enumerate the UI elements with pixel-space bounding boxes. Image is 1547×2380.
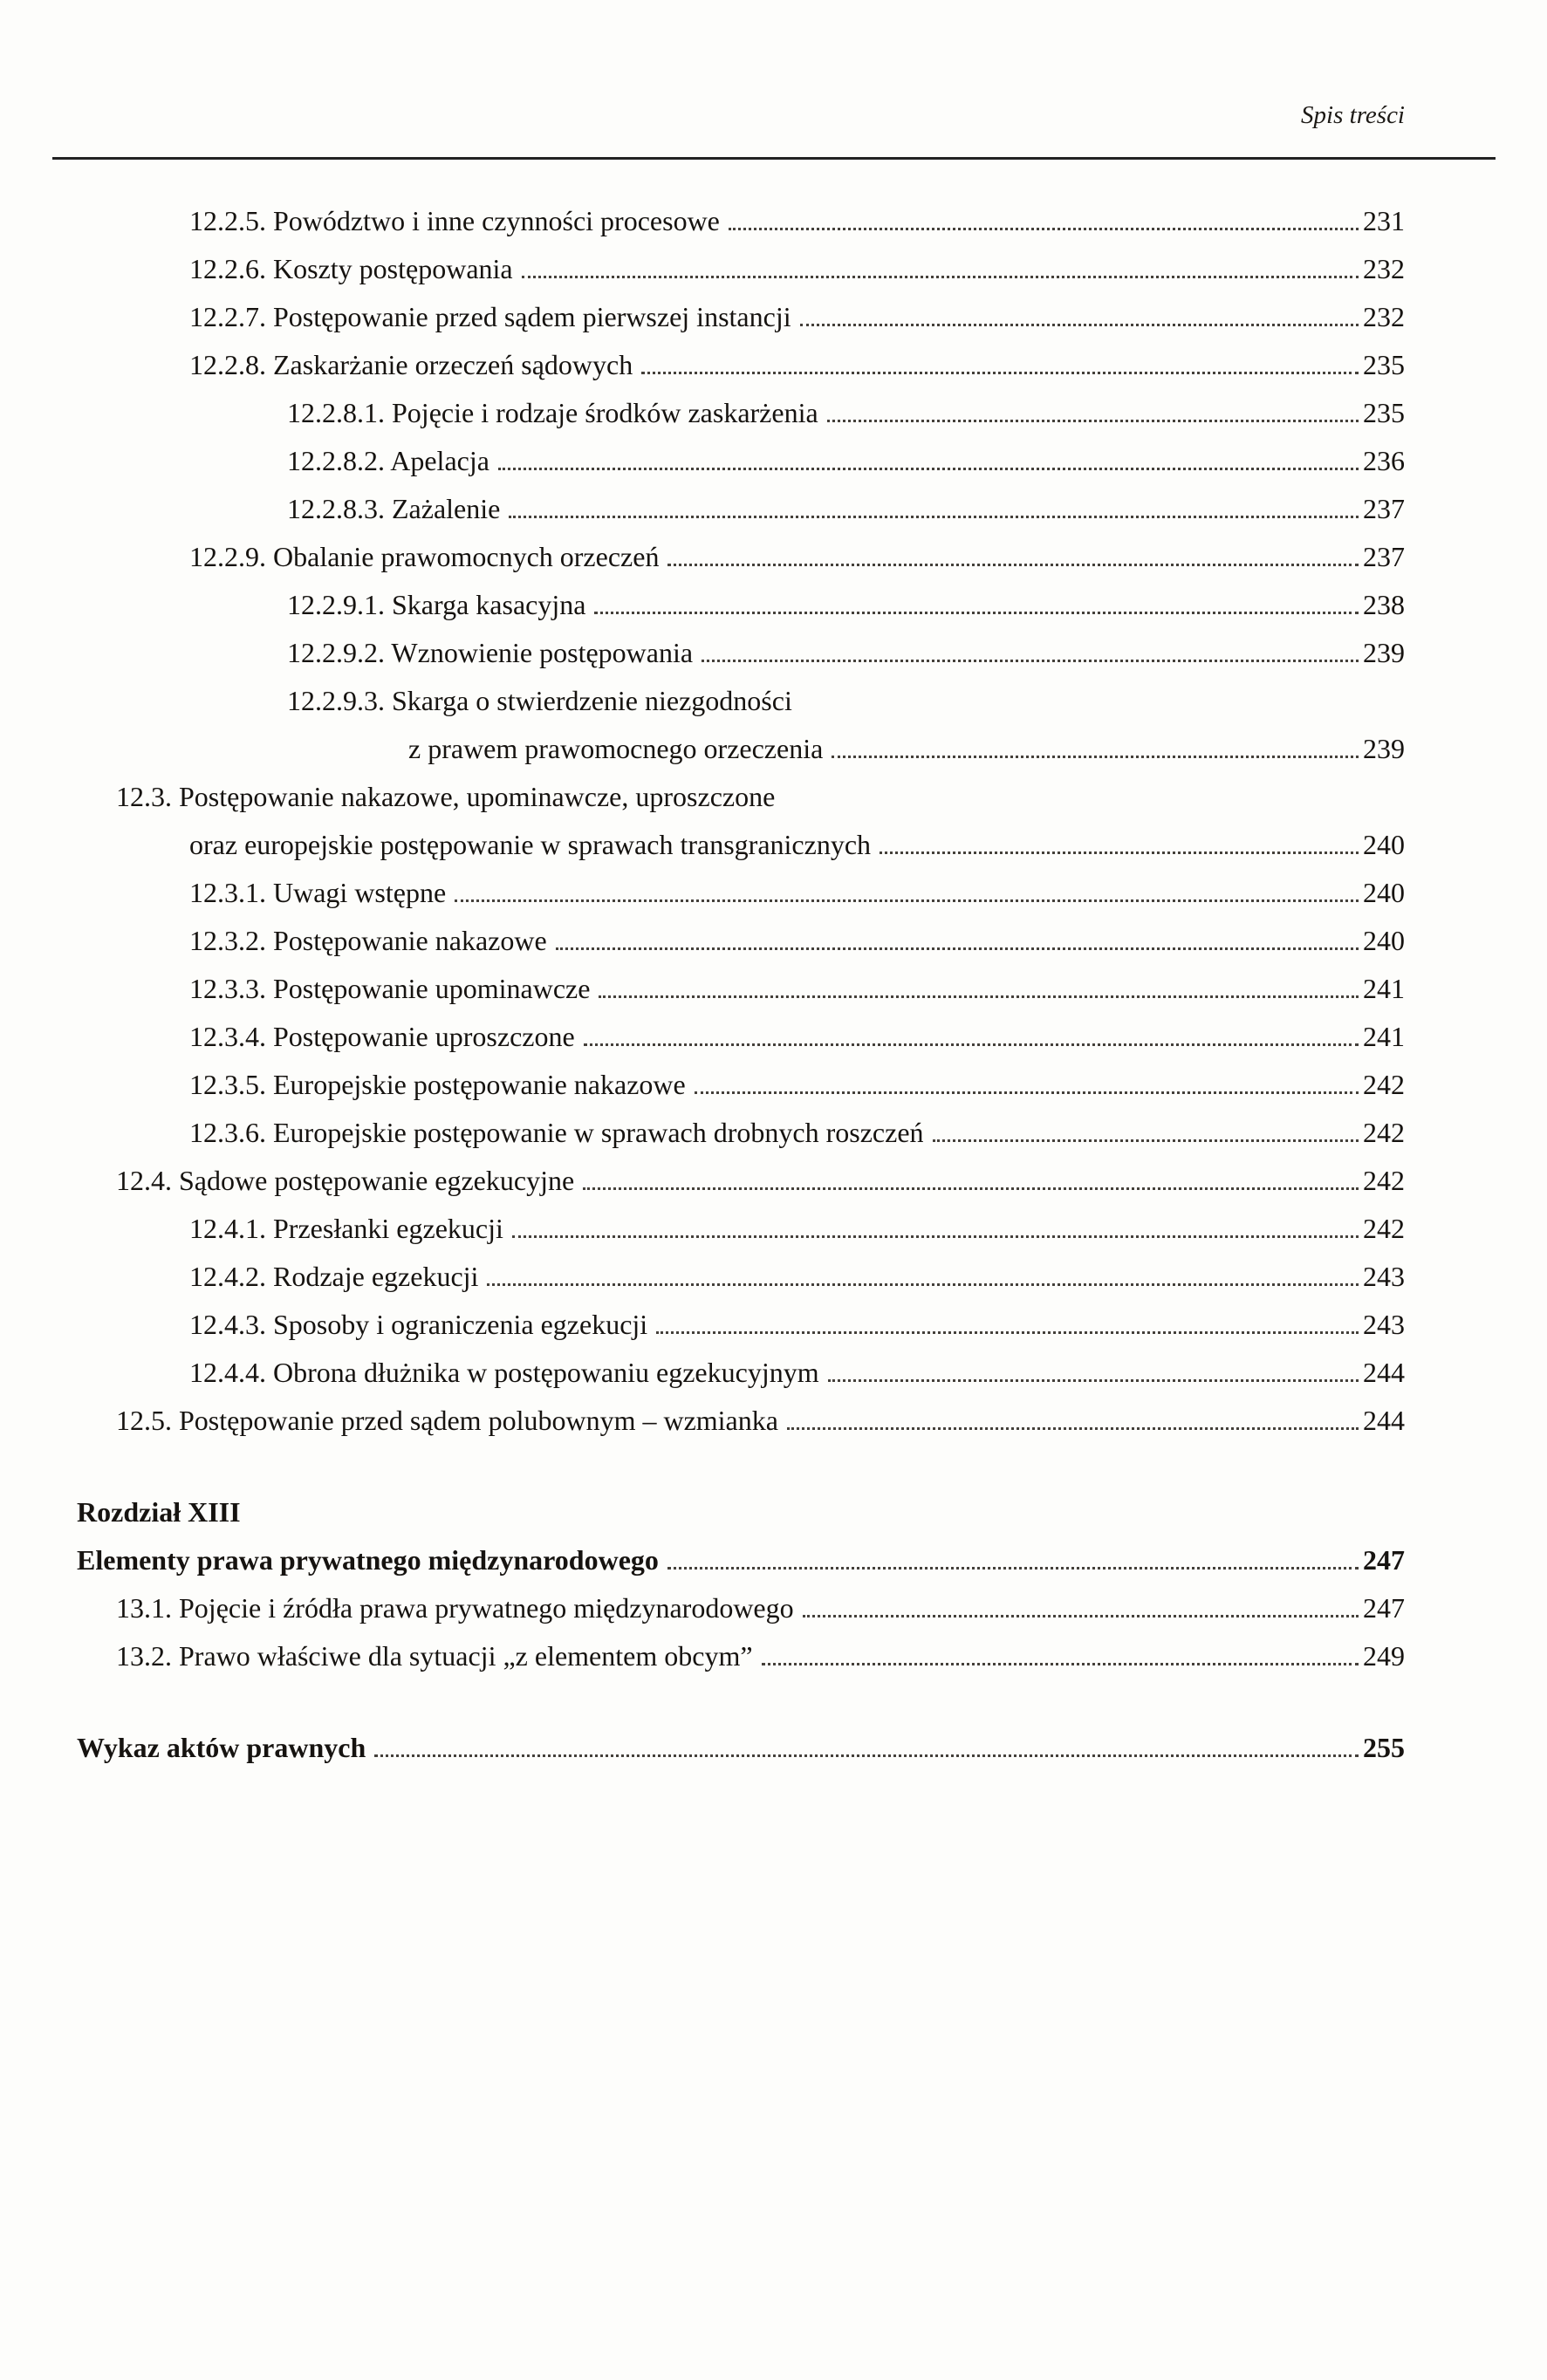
toc-entry-text: 12.2.8. Zaskarżanie orzeczeń sądowych bbox=[189, 349, 633, 380]
toc-entry-page: 240 bbox=[1363, 829, 1405, 860]
dot-leader bbox=[695, 1091, 1359, 1094]
toc-entry-text: oraz europejskie postępowanie w sprawach transgranicznych bbox=[189, 829, 872, 860]
running-header bbox=[0, 101, 1405, 130]
dot-leader bbox=[556, 947, 1359, 950]
toc-entry bbox=[0, 1488, 1547, 1536]
toc-entry-text: 12.4.3. Sposoby i ograniczenia egzekucji bbox=[189, 1309, 648, 1340]
toc-entry-page: 255 bbox=[1363, 1732, 1405, 1763]
toc-entry bbox=[0, 485, 1547, 533]
toc-entry-text: 13.2. Prawo właściwe dla sytuacji „z elementem obcym” bbox=[116, 1640, 753, 1672]
dot-leader bbox=[455, 899, 1359, 902]
toc-entry bbox=[0, 1205, 1547, 1253]
dot-leader bbox=[584, 1043, 1359, 1046]
dot-leader bbox=[599, 995, 1359, 998]
toc-entry-page: 242 bbox=[1363, 1069, 1405, 1100]
toc-entry-page: 247 bbox=[1363, 1592, 1405, 1624]
toc-entry bbox=[0, 1013, 1547, 1061]
toc-entry-page: 241 bbox=[1363, 1021, 1405, 1052]
toc-entry-text: 12.2.8.3. Zażalenie bbox=[287, 493, 501, 524]
dot-leader bbox=[880, 851, 1359, 854]
toc-entry-page: 243 bbox=[1363, 1309, 1405, 1340]
toc-entry bbox=[0, 869, 1547, 917]
toc-entry-text: 12.5. Postępowanie przed sądem polubownym – wzmianka bbox=[116, 1405, 778, 1436]
dot-leader bbox=[827, 420, 1359, 422]
toc-entry-page: 238 bbox=[1363, 589, 1405, 620]
dot-leader bbox=[787, 1427, 1359, 1430]
toc-entry bbox=[0, 1632, 1547, 1680]
dot-leader bbox=[583, 1187, 1359, 1190]
toc-entry bbox=[0, 821, 1547, 869]
toc-entry bbox=[0, 629, 1547, 677]
dot-leader bbox=[702, 660, 1359, 662]
toc-entry bbox=[0, 1536, 1547, 1584]
dot-leader bbox=[933, 1139, 1359, 1142]
toc-entry bbox=[0, 581, 1547, 629]
toc-entry-page: 232 bbox=[1363, 253, 1405, 284]
toc-entry-text: 12.2.8.1. Pojęcie i rodzaje środków zaskarżenia bbox=[287, 397, 818, 428]
toc-entry-page: 237 bbox=[1363, 493, 1405, 524]
dot-leader bbox=[656, 1331, 1359, 1334]
table-of-contents bbox=[0, 197, 1547, 1772]
toc-entry bbox=[0, 197, 1547, 245]
toc-entry-page: 235 bbox=[1363, 349, 1405, 380]
dot-leader bbox=[667, 564, 1359, 566]
toc-entry bbox=[0, 725, 1547, 773]
toc-entry-page: 243 bbox=[1363, 1261, 1405, 1292]
toc-entry-text: 12.2.6. Koszty postępowania bbox=[189, 253, 513, 284]
toc-entry bbox=[0, 1157, 1547, 1205]
toc-entry bbox=[0, 293, 1547, 341]
dot-leader bbox=[729, 228, 1359, 230]
toc-entry-text: Elementy prawa prywatnego międzynarodowego bbox=[77, 1544, 659, 1576]
toc-spacer bbox=[0, 1445, 1547, 1488]
toc-entry bbox=[0, 1724, 1547, 1772]
toc-entry bbox=[0, 773, 1547, 821]
toc-entry bbox=[0, 341, 1547, 389]
dot-leader bbox=[832, 756, 1359, 758]
dot-leader bbox=[374, 1754, 1359, 1757]
toc-entry-text: 12.2.7. Postępowanie przed sądem pierwszej instancji bbox=[189, 301, 791, 332]
toc-entry bbox=[0, 1349, 1547, 1397]
toc-entry-page: 240 bbox=[1363, 877, 1405, 908]
toc-entry bbox=[0, 1301, 1547, 1349]
toc-entry-page: 235 bbox=[1363, 397, 1405, 428]
toc-entry-page: 231 bbox=[1363, 205, 1405, 236]
toc-entry-page: 242 bbox=[1363, 1117, 1405, 1148]
toc-entry-text: 12.3.6. Europejskie postępowanie w sprawach drobnych roszczeń bbox=[189, 1117, 924, 1148]
toc-entry bbox=[0, 1253, 1547, 1301]
toc-entry-text: 12.2.9.1. Skarga kasacyjna bbox=[287, 589, 586, 620]
dot-leader bbox=[762, 1663, 1359, 1665]
toc-entry-text: 12.3.2. Postępowanie nakazowe bbox=[189, 925, 547, 956]
toc-entry-page: 242 bbox=[1363, 1213, 1405, 1244]
dot-leader bbox=[594, 612, 1359, 614]
toc-entry-page: 244 bbox=[1363, 1405, 1405, 1436]
toc-entry bbox=[0, 1061, 1547, 1109]
dot-leader bbox=[509, 516, 1359, 518]
toc-entry-text: 12.3. Postępowanie nakazowe, upominawcze, uproszczone bbox=[116, 781, 776, 812]
toc-entry-text: 12.4. Sądowe postępowanie egzekucyjne bbox=[116, 1165, 575, 1196]
toc-entry-page: 236 bbox=[1363, 445, 1405, 476]
toc-entry bbox=[0, 965, 1547, 1013]
toc-entry-text: 12.2.9. Obalanie prawomocnych orzeczeń bbox=[189, 541, 660, 572]
toc-entry-page: 241 bbox=[1363, 973, 1405, 1004]
dot-leader bbox=[667, 1567, 1359, 1570]
toc-entry bbox=[0, 389, 1547, 437]
toc-entry-text: 12.2.9.3. Skarga o stwierdzenie niezgodności bbox=[287, 685, 792, 716]
dot-leader bbox=[803, 1615, 1359, 1617]
toc-entry-page: 232 bbox=[1363, 301, 1405, 332]
dot-leader bbox=[641, 372, 1359, 374]
running-header-title: Spis treści bbox=[1301, 101, 1405, 129]
toc-entry-page: 247 bbox=[1363, 1544, 1405, 1576]
toc-entry-text: Wykaz aktów prawnych bbox=[77, 1732, 366, 1763]
toc-entry-text: 12.3.1. Uwagi wstępne bbox=[189, 877, 447, 908]
toc-entry-page: 249 bbox=[1363, 1640, 1405, 1672]
toc-entry-page: 244 bbox=[1363, 1357, 1405, 1388]
toc-entry-text: 12.4.2. Rodzaje egzekucji bbox=[189, 1261, 479, 1292]
toc-entry bbox=[0, 1397, 1547, 1445]
toc-entry-text: 12.4.1. Przesłanki egzekucji bbox=[189, 1213, 503, 1244]
toc-entry-text: 12.2.9.2. Wznowienie postępowania bbox=[287, 637, 694, 668]
dot-leader bbox=[828, 1379, 1359, 1382]
toc-entry bbox=[0, 533, 1547, 581]
toc-entry bbox=[0, 437, 1547, 485]
toc-entry-text: 12.2.5. Powództwo i inne czynności procesowe bbox=[189, 205, 720, 236]
toc-entry-text: 12.3.4. Postępowanie uproszczone bbox=[189, 1021, 575, 1052]
toc-entry bbox=[0, 677, 1547, 725]
toc-entry bbox=[0, 917, 1547, 965]
toc-entry bbox=[0, 1584, 1547, 1632]
dot-leader bbox=[522, 276, 1359, 278]
toc-entry-page: 239 bbox=[1363, 733, 1405, 764]
toc-entry-text: Rozdział XIII bbox=[77, 1496, 241, 1528]
toc-entry-page: 239 bbox=[1363, 637, 1405, 668]
toc-entry-text: 12.4.4. Obrona dłużnika w postępowaniu egzekucyjnym bbox=[189, 1357, 819, 1388]
toc-entry-text: 12.2.8.2. Apelacja bbox=[287, 445, 489, 476]
toc-entry bbox=[0, 1109, 1547, 1157]
toc-entry-text: 12.3.5. Europejskie postępowanie nakazowe bbox=[189, 1069, 686, 1100]
dot-leader bbox=[800, 324, 1359, 326]
toc-entry-text: 12.3.3. Postępowanie upominawcze bbox=[189, 973, 591, 1004]
dot-leader bbox=[498, 468, 1359, 470]
toc-spacer bbox=[0, 1680, 1547, 1724]
dot-leader bbox=[487, 1283, 1359, 1286]
toc-entry-text: z prawem prawomocnego orzeczenia bbox=[408, 733, 824, 764]
toc-entry-text: 13.1. Pojęcie i źródła prawa prywatnego międzynarodowego bbox=[116, 1592, 794, 1624]
toc-entry-page: 242 bbox=[1363, 1165, 1405, 1196]
toc-entry-page: 240 bbox=[1363, 925, 1405, 956]
toc-entry bbox=[0, 245, 1547, 293]
toc-entry-page: 237 bbox=[1363, 541, 1405, 572]
dot-leader bbox=[512, 1235, 1359, 1238]
header-rule bbox=[52, 157, 1496, 160]
